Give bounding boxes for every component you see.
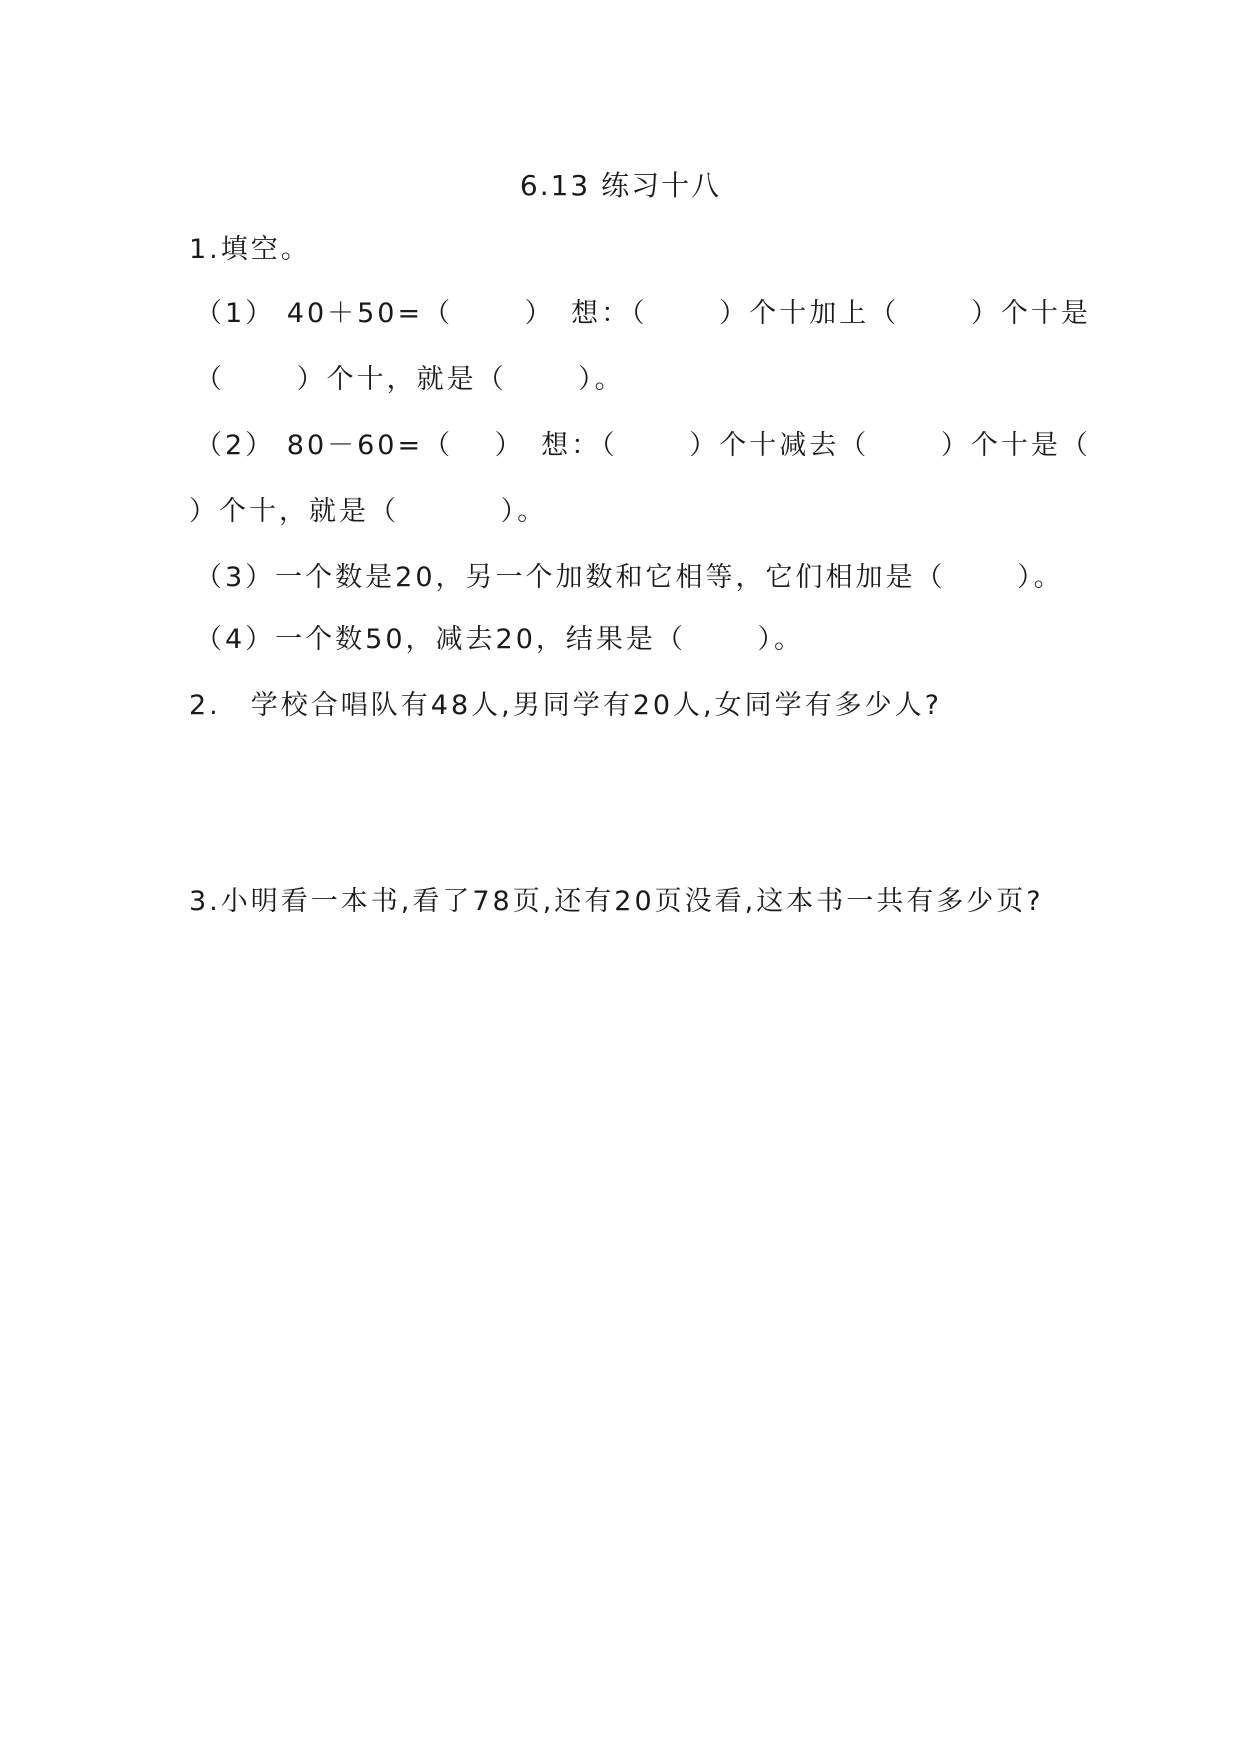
question-3: 3.小明看一本书,看了78页,还有20页没看,这本书一共有多少页? — [189, 886, 1044, 917]
section-1-heading: 1.填空。 — [189, 234, 311, 265]
question-1-4: （4）一个数50，减去20，结果是（ ）。 — [195, 624, 804, 655]
question-1-1-line-1: （1） 40＋50=（ ） 想：（ ）个十加上（ ）个十是 — [195, 298, 1091, 329]
question-1-1-line-2: （ ）个十，就是（ ）。 — [195, 364, 625, 395]
page-title: 6.13 练习十八 — [519, 169, 722, 202]
question-1-2-line-2: ）个十，就是（ ）。 — [189, 496, 548, 527]
question-1-3: （3）一个数是20，另一个加数和它相等，它们相加是（ ）。 — [195, 562, 1064, 593]
question-1-2-line-1: （2） 80－60=（ ） 想：（ ）个十减去（ ）个十是（ — [195, 430, 1091, 461]
question-2: 2. 学校合唱队有48人,男同学有20人,女同学有多少人? — [189, 690, 942, 721]
